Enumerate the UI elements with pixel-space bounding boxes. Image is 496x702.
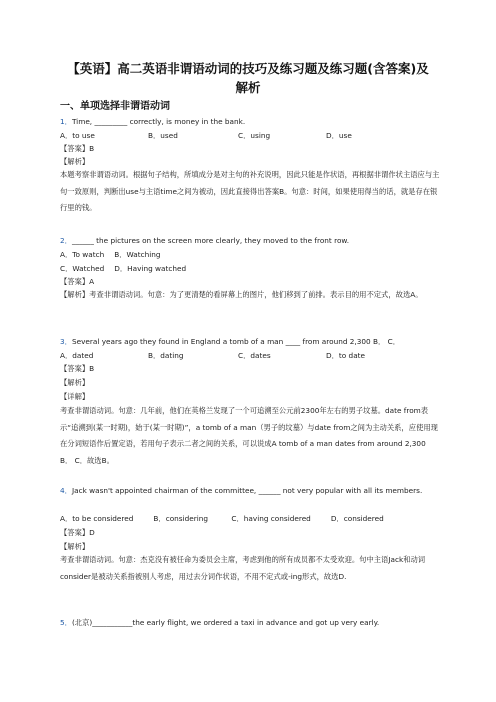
question-3-detail: 考查非谓语动词。句意：几年前，他们在英格兰发现了一个可追溯至公元前2300年左右的男子坟墓。date from表示“追溯到(某一时期)，始于(某一时期)”，a tomb of a man（男子的坟墓）与date from之间为主动关系，应使用现在分词短语作后置定语，若用句子表示二者之间的关系，可以说成A tomb of a man dates from around 2,300 B． C．故选B。 [60, 406, 438, 465]
question-text: Jack wasn't appointed chairman of the committee, ______ not very popular with all its members. [71, 486, 423, 495]
option-b: B．dating [148, 351, 184, 360]
option-d: D．considered [330, 514, 384, 523]
question-text: Several years ago they found in England a tomb of a man ____ from around 2,300 B． C． [71, 337, 401, 346]
question-2-options-row-2 [60, 264, 440, 274]
question-1-analysis: 本题考察非谓语动词。根据句子结构，所填成分是对主句的补充说明，因此只能是作状语，再根据非谓作状主语应与主句一致原则，判断出use与主语time之间为被动，因此直接得出答案B。句意：时间，如果使用得当的话，就是存在银行里的钱。 [60, 170, 440, 212]
option-b: B．Watching [114, 250, 161, 259]
option-a: A．dated [60, 351, 94, 360]
option-a: A．To watch [60, 250, 105, 259]
question-4-answer: 【答案】D [60, 528, 95, 537]
option-b: B．used [148, 131, 178, 140]
option-a: A．to use [60, 131, 95, 140]
question-4-analysis: 考查非谓语动词。句意：杰克没有被任命为委员会主席，考虑到他的所有成员都不太受欢迎。句中主语Jack和动词consider是被动关系指被别人考虑，用过去分词作状语，不用不定式或-ing形式，故选D. [60, 555, 426, 581]
option-c: C．dates [238, 351, 271, 360]
question-1-answer: 【答案】B [60, 144, 95, 153]
question-4-options [60, 514, 440, 524]
question-3-answer: 【答案】B [60, 364, 95, 373]
option-d: D．Having watched [114, 264, 187, 273]
question-number: 5． [60, 618, 72, 627]
question-3-options [60, 351, 440, 361]
question-4-analysis-label: 【解析】 [60, 542, 90, 551]
option-c: C．having considered [231, 514, 311, 523]
question-1-analysis-label: 【解析】 [60, 157, 90, 166]
question-3-detail-label: 【详解】 [60, 392, 90, 401]
section-heading: 一、单项选择非谓语动词 [60, 101, 170, 112]
question-3-analysis-label: 【解析】 [60, 378, 90, 387]
question-2-stem [60, 236, 440, 246]
question-2-analysis: 【解析】考查非谓语动词。句意：为了更清楚的看屏幕上的图片，他们移到了前排。表示目的用不定式，故选A。 [60, 290, 423, 299]
option-b: B．considering [153, 514, 209, 523]
option-c: C．Watched [60, 264, 105, 273]
question-4-stem [60, 484, 440, 498]
question-number: 3． [60, 337, 72, 346]
option-d: D．to date [326, 351, 366, 360]
question-5-stem [60, 618, 440, 628]
question-number: 4． [60, 486, 72, 495]
document-title [60, 59, 436, 97]
question-1-options [60, 131, 440, 141]
question-number: 2． [60, 236, 72, 245]
question-2-answer: 【答案】A [60, 277, 95, 286]
question-3-stem [60, 337, 440, 347]
title-line-1: 【英语】高二英语非谓语动词的技巧及练习题及练习题(含答案)及 [67, 61, 429, 76]
title-line-2: 解析 [235, 80, 261, 95]
question-text: Time, _________ correctly, is money in the bank. [71, 117, 246, 126]
question-number: 1． [60, 117, 72, 126]
question-text: ______ the pictures on the screen more clearly, they moved to the front row. [71, 236, 350, 245]
question-text: (北京)___________the early flight, we ordered a taxi in advance and got up very early. [71, 618, 380, 627]
option-d: D．use [326, 131, 352, 140]
option-c: C．using [238, 131, 271, 140]
question-2-options-row-1 [60, 250, 440, 260]
option-a: A．to be considered [60, 514, 134, 523]
question-1-stem [60, 117, 440, 127]
